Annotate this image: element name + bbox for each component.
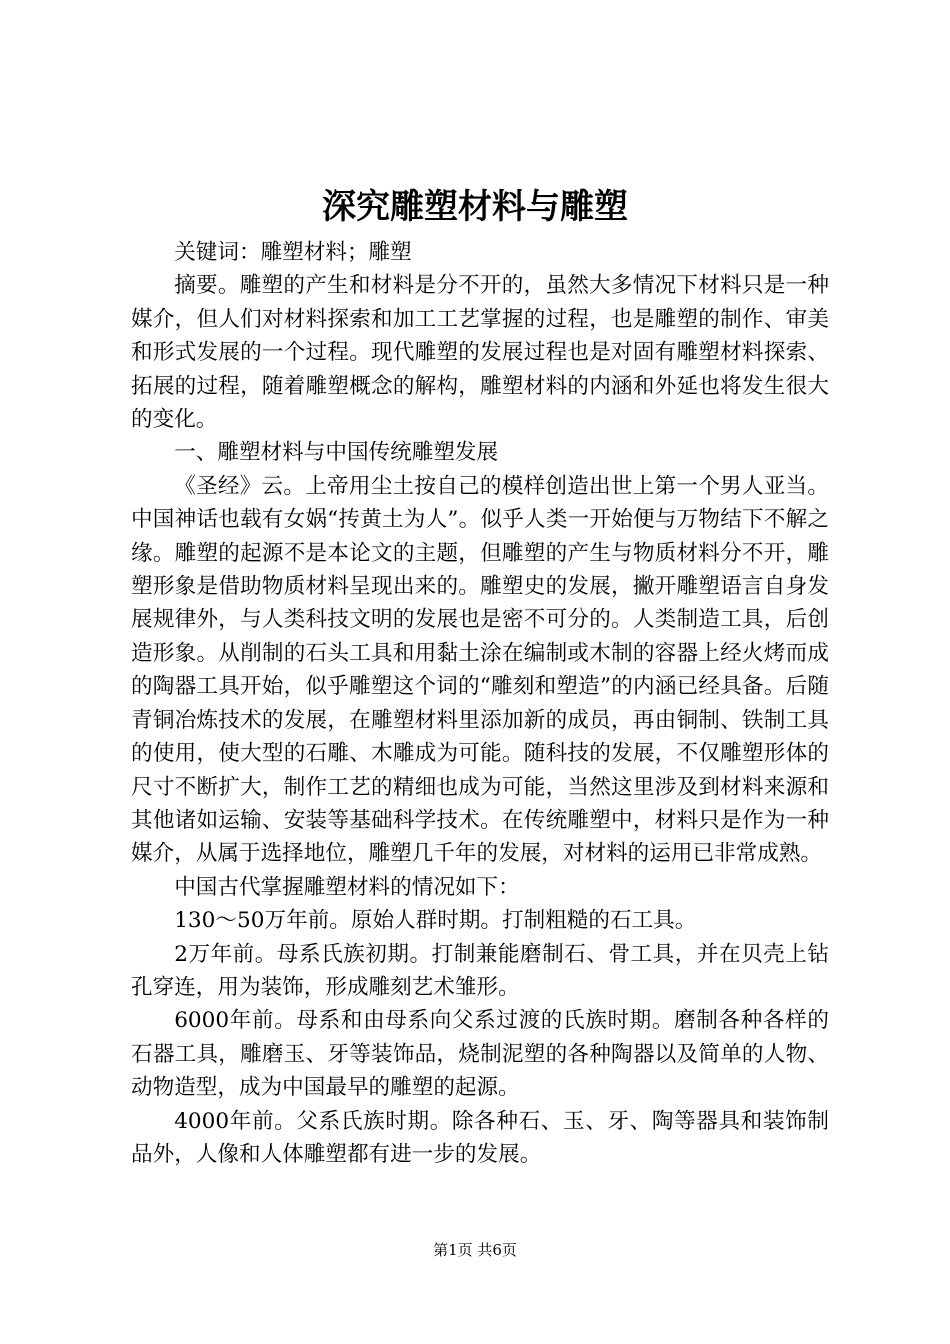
timeline-item: 2万年前。母系氏族初期。打制兼能磨制石、骨工具，并在贝壳上钻孔穿连，用为装饰，形成雕刻艺术雏形。 [131,941,829,1000]
body-paragraph: 中国古代掌握雕塑材料的情况如下： [174,874,520,900]
section-heading: 一、雕塑材料与中国传统雕塑发展 [174,440,499,466]
abstract-paragraph: 摘要。雕塑的产生和材料是分不开的，虽然大多情况下材料只是一种媒介，但人们对材料探索和加工工艺掌握的过程，也是雕塑的制作、审美和形式发展的一个过程。现代雕塑的发展过程也是对固有雕塑材料探索、拓展的过程，随着雕塑概念的解构，雕塑材料的内涵和外延也将发生很大的变化。 [131,273,829,433]
keywords-paragraph: 关键词：雕塑材料；雕塑 [174,240,412,265]
timeline-item: 6000年前。母系和由母系向父系过渡的氏族时期。磨制各种各样的石器工具，雕磨玉、牙等装饰品，烧制泥塑的各种陶器以及简单的人物、动物造型，成为中国最早的雕塑的起源。 [131,1008,829,1101]
timeline-item: 130～50万年前。原始人群时期。打制粗糙的石工具。 [174,908,697,934]
page-footer: 第1页 共6页 [433,1241,517,1259]
document-body [131,236,829,1171]
timeline-item: 4000年前。父系氏族时期。除各种石、玉、牙、陶等器具和装饰制品外，人像和人体雕塑都有进一步的发展。 [131,1108,829,1167]
document-title: 深究雕塑材料与雕塑 [322,187,628,227]
body-paragraph: 《圣经》云。上帝用尘土按自己的模样创造出世上第一个男人亚当。中国神话也载有女娲“抟黄土为人”。似乎人类一开始便与万物结下不解之缘。雕塑的起源不是本论文的主题，但雕塑的产生与物质材料分不开，雕塑形象是借助物质材料呈现出来的。雕塑史的发展，撇开雕塑语言自身发展规律外，与人类科技文明的发展也是密不可分的。人类制造工具，后创造形象。从削制的石头工具和用黏土涂在编制或木制的容器上经火烤而成的陶器工具开始，似乎雕塑这个词的“雕刻和塑造”的内涵已经具备。后随青铜冶炼技术的发展，在雕塑材料里添加新的成员，再由铜制、铁制工具的使用，使大型的石雕、木雕成为可能。随科技的发展，不仅雕塑形体的尺寸不断扩大，制作工艺的精细也成为可能，当然这里涉及到材料来源和其他诸如运输、安装等基础科学技术。在传统雕塑中，材料只是作为一种媒介，从属于选择地位，雕塑几千年的发展，对材料的运用已非常成熟。 [131,473,829,867]
